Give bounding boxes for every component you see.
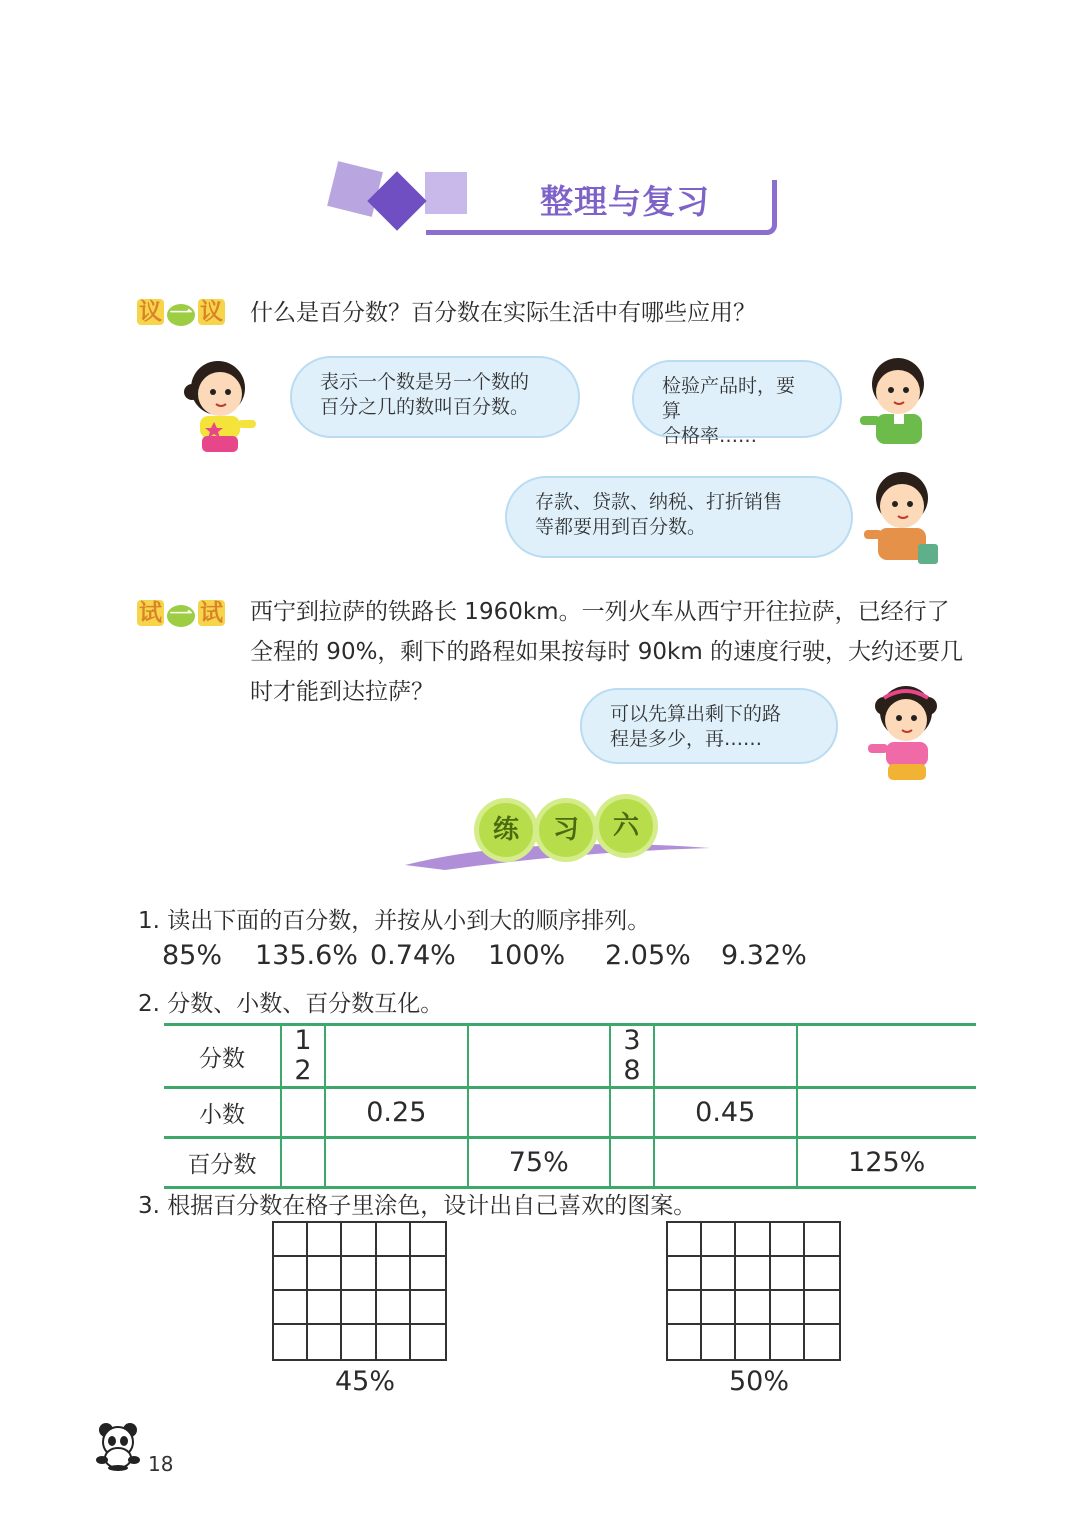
table-cell: 125% bbox=[797, 1138, 977, 1188]
table-cell[interactable] bbox=[654, 1025, 797, 1088]
bubble-line: 程是多少，再…… bbox=[610, 728, 763, 750]
percent-value: 100% bbox=[488, 940, 566, 971]
speech-bubble bbox=[580, 688, 838, 764]
boy-illustration bbox=[862, 464, 942, 574]
fraction-numerator: 3 bbox=[623, 1025, 641, 1056]
table-cell[interactable] bbox=[325, 1138, 468, 1188]
table-cell[interactable] bbox=[325, 1025, 468, 1088]
discuss-tag-left: 议 bbox=[139, 299, 162, 325]
table-cell: 0.45 bbox=[654, 1088, 797, 1138]
fraction-denominator: 8 bbox=[623, 1055, 641, 1086]
try-tag-left: 试 bbox=[139, 600, 162, 626]
discuss-tag-right: 议 bbox=[200, 299, 223, 325]
table-cell[interactable] bbox=[281, 1088, 325, 1138]
speech-bubble bbox=[290, 356, 580, 438]
practice-badge: 练 bbox=[479, 803, 533, 857]
page-title: 整理与复习 bbox=[540, 182, 710, 221]
girl-illustration bbox=[178, 350, 258, 460]
discuss-tag-mid: 一 bbox=[167, 304, 195, 326]
speech-bubble bbox=[632, 360, 842, 447]
percent-value: 135.6% bbox=[255, 940, 358, 971]
row-label: 分数 bbox=[164, 1025, 281, 1088]
boy-illustration bbox=[858, 350, 938, 460]
percent-value: 0.74% bbox=[370, 940, 456, 971]
coloring-grid[interactable] bbox=[666, 1221, 841, 1361]
panda-icon bbox=[92, 1420, 144, 1472]
practice-badge: 习 bbox=[539, 803, 593, 857]
bubble-line: 百分之几的数叫百分数。 bbox=[320, 396, 530, 418]
discuss-question: 什么是百分数？百分数在实际生活中有哪些应用？ bbox=[250, 300, 756, 326]
try-line: 西宁到拉萨的铁路长 1960km。一列火车从西宁开往拉萨，已经行了 bbox=[250, 599, 950, 625]
fraction bbox=[294, 1026, 311, 1086]
try-line: 全程的 90%，剩下的路程如果按每时 90km 的速度行驶，大约还要几 bbox=[250, 639, 964, 665]
row-label: 小数 bbox=[164, 1088, 281, 1138]
grid-label: 50% bbox=[729, 1366, 790, 1397]
table-cell: 75% bbox=[468, 1138, 610, 1188]
row-label: 百分数 bbox=[164, 1138, 281, 1188]
fraction bbox=[623, 1026, 640, 1086]
table-cell[interactable] bbox=[654, 1138, 797, 1188]
table-cell[interactable] bbox=[468, 1025, 610, 1088]
speech-bubble bbox=[505, 476, 853, 558]
table-cell[interactable] bbox=[797, 1088, 977, 1138]
bubble-line: 可以先算出剩下的路 bbox=[610, 703, 782, 725]
bubble-line: 检验产品时，要算 bbox=[662, 375, 796, 422]
fraction-numerator: 1 bbox=[294, 1025, 312, 1056]
table-row bbox=[164, 1088, 976, 1138]
try-tag-right: 试 bbox=[200, 600, 223, 626]
try-tag bbox=[137, 594, 225, 627]
fraction-denominator: 2 bbox=[294, 1055, 312, 1086]
table-cell bbox=[610, 1025, 654, 1088]
coloring-grid[interactable] bbox=[272, 1221, 447, 1361]
table-cell[interactable] bbox=[610, 1138, 654, 1188]
grid-label: 45% bbox=[335, 1366, 396, 1397]
table-cell[interactable] bbox=[797, 1025, 977, 1088]
table-row bbox=[164, 1025, 976, 1088]
table-cell[interactable] bbox=[281, 1138, 325, 1188]
table-cell[interactable] bbox=[468, 1088, 610, 1138]
girl-illustration bbox=[866, 676, 946, 786]
conversion-table bbox=[164, 1023, 976, 1189]
bubble-line: 存款、贷款、纳税、打折销售 bbox=[535, 491, 783, 513]
table-cell: 0.25 bbox=[325, 1088, 468, 1138]
question-3: 3. 根据百分数在格子里涂色，设计出自己喜欢的图案。 bbox=[138, 1193, 697, 1219]
discuss-tag bbox=[137, 293, 225, 326]
question-2: 2. 分数、小数、百分数互化。 bbox=[138, 991, 444, 1017]
percent-value: 85% bbox=[162, 940, 223, 971]
bubble-line: 表示一个数是另一个数的 bbox=[320, 371, 530, 393]
bubble-line: 合格率…… bbox=[662, 425, 758, 447]
practice-badge: 六 bbox=[599, 799, 653, 853]
table-cell[interactable] bbox=[610, 1088, 654, 1138]
page-number: 18 bbox=[148, 1452, 174, 1476]
try-line: 时才能到达拉萨？ bbox=[250, 679, 434, 705]
percent-value: 9.32% bbox=[721, 940, 807, 971]
try-tag-mid: 一 bbox=[167, 605, 195, 627]
percent-value: 2.05% bbox=[605, 940, 691, 971]
table-cell bbox=[281, 1025, 325, 1088]
table-row bbox=[164, 1138, 976, 1188]
question-1: 1. 读出下面的百分数，并按从小到大的顺序排列。 bbox=[138, 908, 651, 934]
bubble-line: 等都要用到百分数。 bbox=[535, 516, 707, 538]
